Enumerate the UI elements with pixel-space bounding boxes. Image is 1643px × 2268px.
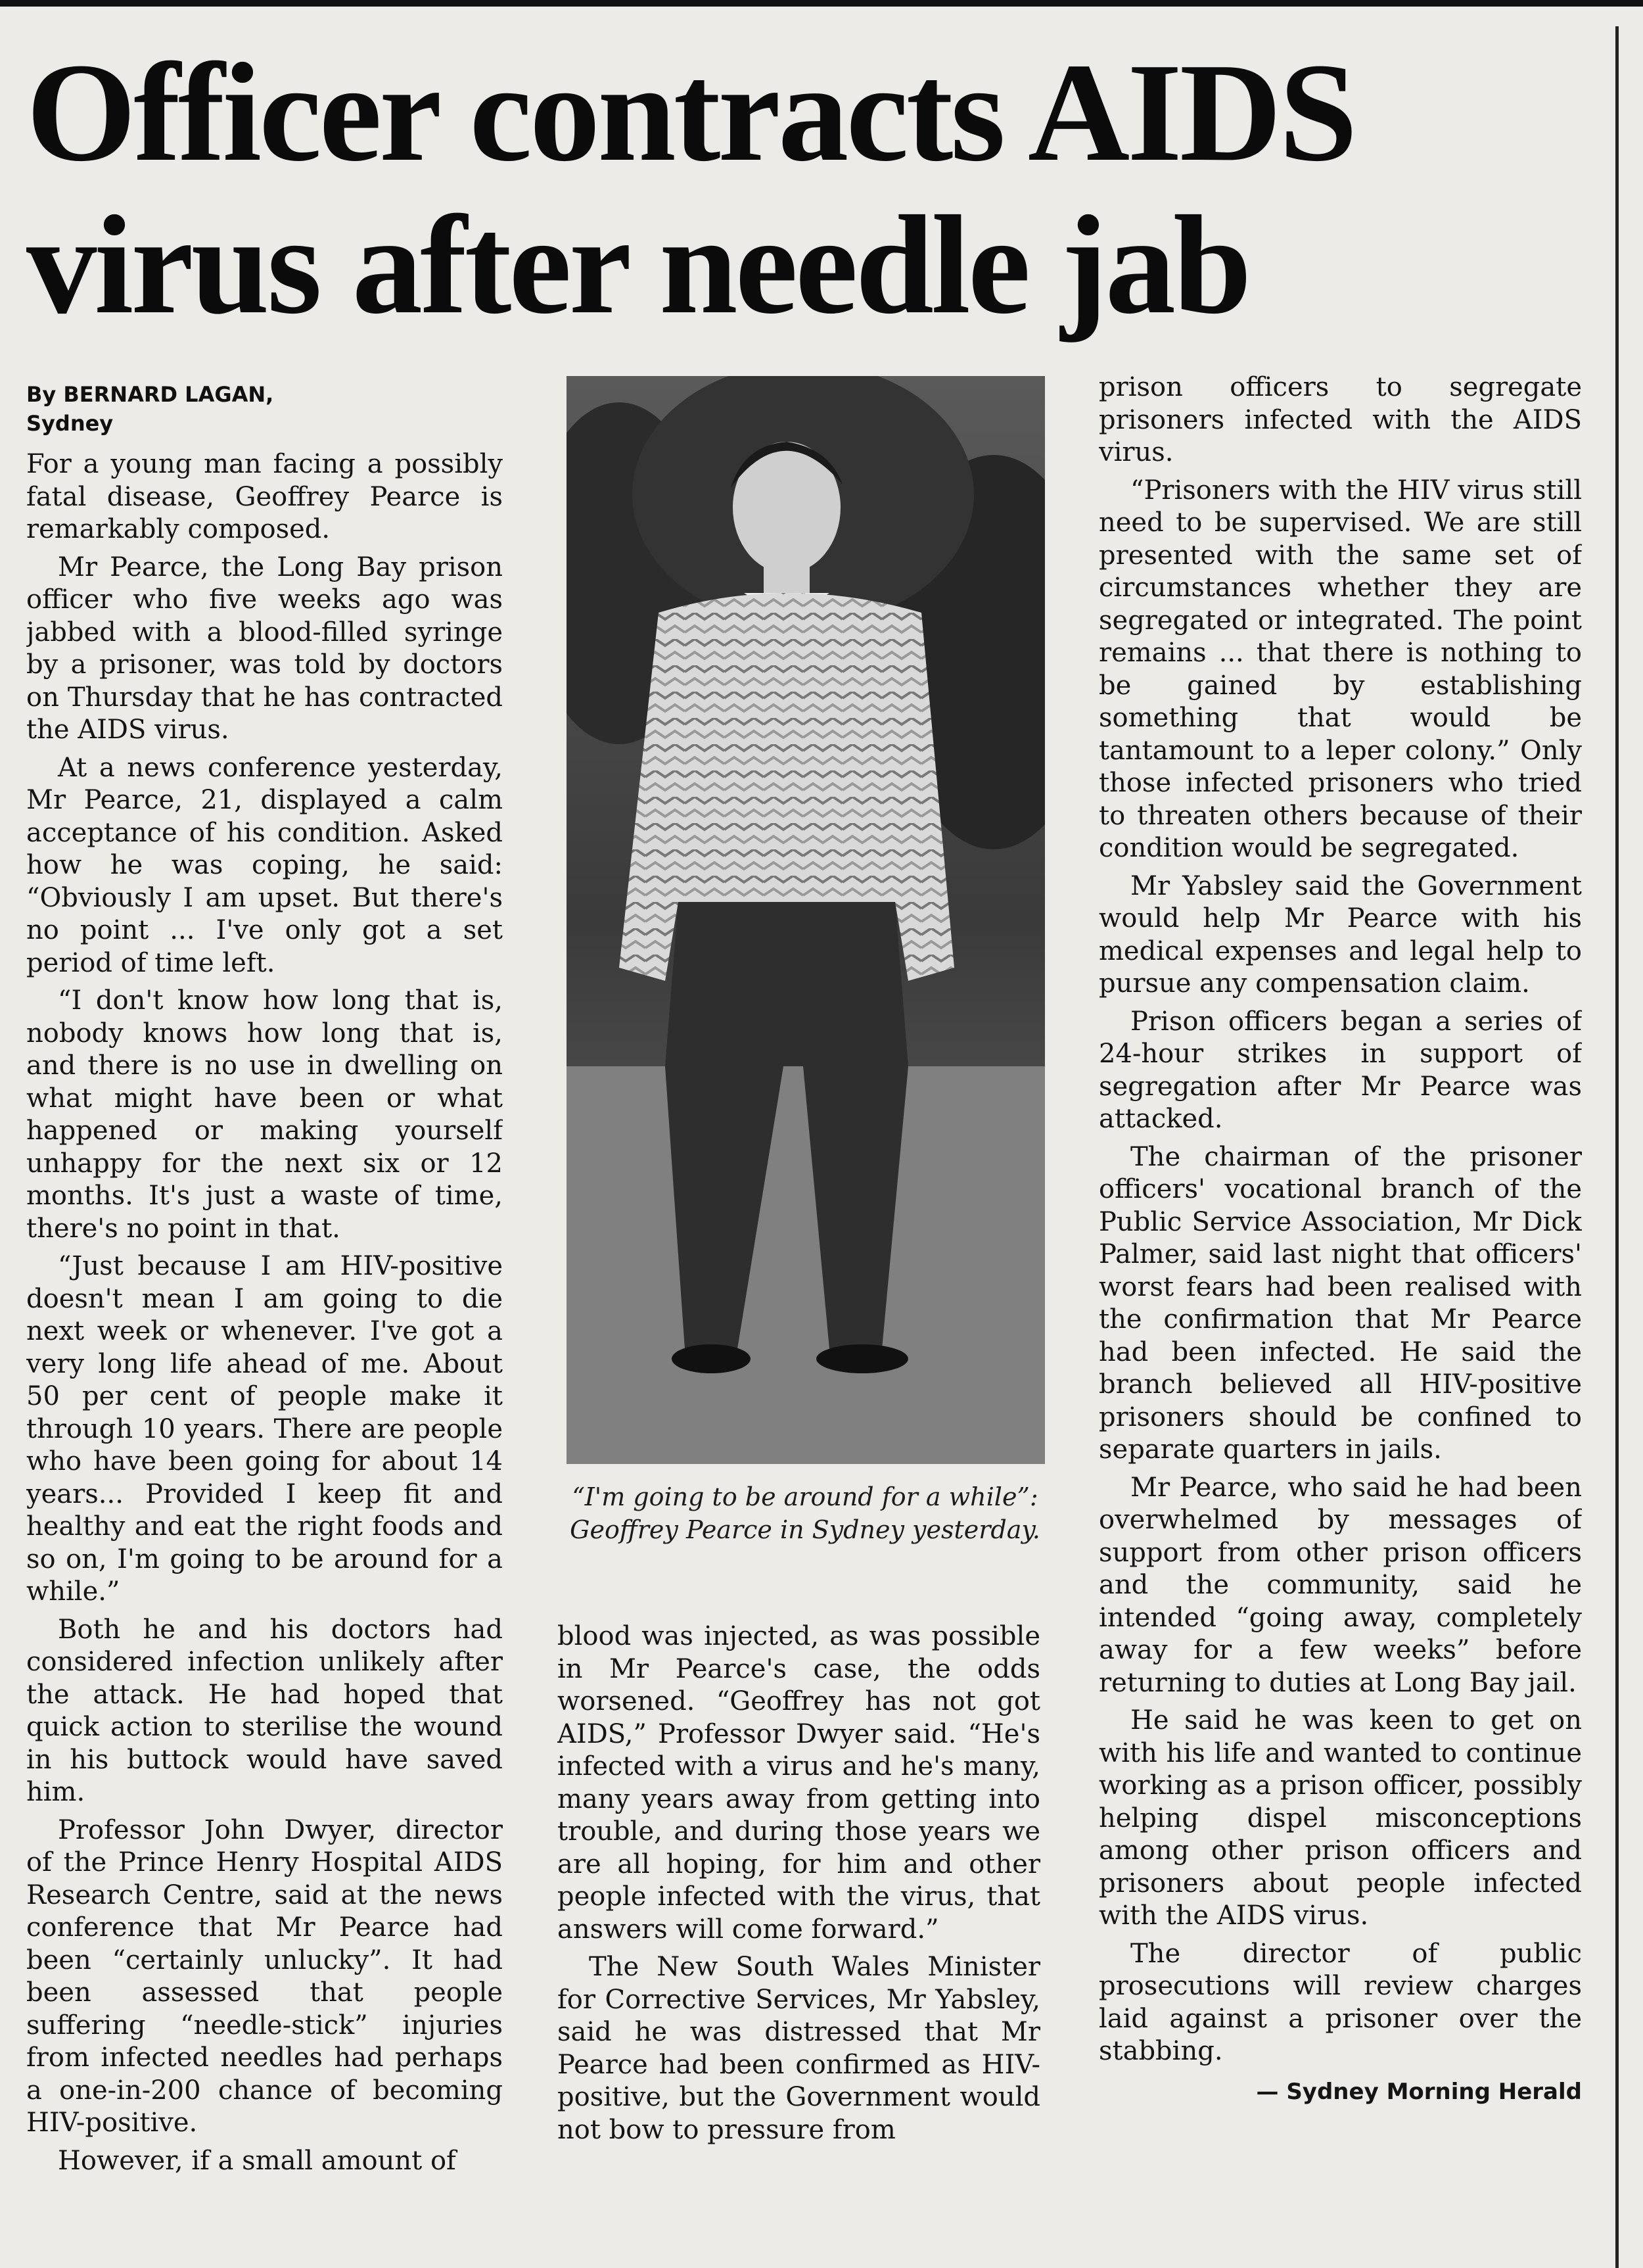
column-rule (1615, 26, 1619, 2268)
paragraph: The director of public prosecutions will review charges laid against a prisoner over the stabbing. (1099, 1938, 1582, 2066)
byline-location: Sydney (26, 411, 114, 436)
news-photo (567, 376, 1045, 1464)
paragraph: Mr Yabsley said the Government would help Mr Pearce with his medical expenses and legal help to pursue any compensation claim. (1099, 870, 1582, 999)
paragraph: Both he and his doctors had considered infection unlikely after the attack. He had hoped that quick action to sterilise the wound in his buttock would have saved him. (26, 1614, 503, 1807)
paragraph: At a news conference yesterday, Mr Pearce, 21, displayed a calm acceptance of his condition. Asked how he was coping, he said: “Obviously I am upset. But there's no point ... I've only got a set period of time left. (26, 752, 503, 978)
paragraph: The New South Wales Minister for Corrective Services, Mr Yabsley, said he was distressed that Mr Pearce had been confirmed as HIV-positive, but the Government would not bow to pressure from (557, 1952, 1040, 2145)
paragraph: He said he was keen to get on with his life and wanted to continue working as a prison officer, possibly helping dispel misconceptions among other prison officers and prisoners about people infected with the AIDS virus. (1099, 1705, 1582, 1931)
paragraph: Professor John Dwyer, director of the Prince Henry Hospital AIDS Research Centre, said at the news conference that Mr Pearce had been “certainly unlucky”. It had been assessed that people suffering “needle-stick” injuries from infected needles had perhaps a one-in-200 chance of becoming HIV-positive. (26, 1814, 503, 2138)
headline (26, 36, 1604, 341)
byline-author: By BERNARD LAGAN, (26, 382, 274, 407)
headline-line-1: Officer contracts AIDS (26, 34, 1355, 191)
paragraph: However, if a small amount of (58, 2145, 456, 2176)
paragraph: blood was injected, as was possible in Mr Pearce's case, the odds worsened. “Geoffrey has not got AIDS,” Professor Dwyer said. “He's infected with a virus and he's many, many years away from getting into trouble, and during those years we are all hoping, for him and other people infected with the virus, that answers will come forward.” (557, 1621, 1040, 1945)
paragraph: “Prisoners with the HIV virus still need to be supervised. We are still presented with the same set of circumstances whether they are segregated or integrated. The point remains ... that there is nothing to be gained by establishing something that would be tantamount to a leper colony.” Only those infected prisoners who tried to threaten others because of their condition would be segregated. (1099, 475, 1582, 863)
article-column-1 (26, 375, 503, 2209)
article-column-2 (557, 1620, 1040, 2212)
paragraph: “Just because I am HIV-positive doesn't mean I am going to die next week or whenever. I've got a very long life ahead of me. About 50 per cent of people make it through 10 years. There are people who have been going for about 14 years... Provided I keep fit and healthy and eat the right foods and so on, I'm going to be around for a while.” (26, 1251, 503, 1607)
paragraph: For a young man facing a possibly fatal disease, Geoffrey Pearce is remarkably composed. (26, 449, 503, 544)
paragraph: Mr Pearce, who said he had been overwhelmed by messages of support from other prison officers and the community, said he intended “going away, completely away for a few weeks” before returning to duties at Long Bay jail. (1099, 1472, 1582, 1698)
source-credit: — Sydney Morning Herald (1256, 2078, 1582, 2105)
article-column-3 (1099, 371, 1582, 2212)
paragraph: “I don't know how long that is, nobody knows how long that is, and there is no use in dwelling on what might have been or what happened or making yourself unhappy for the next six or 12 months. It's just a waste of time, there's no point in that. (26, 985, 503, 1244)
paragraph: Prison officers began a series of 24-hour strikes in support of segregation after Mr Pearce was attacked. (1099, 1006, 1582, 1134)
photo-caption: “I'm going to be around for a while”: Geoffrey Pearce in Sydney yesterday. (570, 1482, 1040, 1544)
byline (26, 380, 503, 438)
man-standing-photo-icon (567, 376, 1045, 1464)
top-rule (0, 0, 1643, 7)
paragraph: Mr Pearce, the Long Bay prison officer who five weeks ago was jabbed with a blood-filled syringe by a prisoner, was told by doctors on Thursday that he has contracted the AIDS virus. (26, 552, 503, 745)
headline-line-2: virus after needle jab (26, 186, 1249, 343)
paragraph: The chairman of the prisoner officers' vocational branch of the Public Service Association, Mr Dick Palmer, said last night that officers' worst fears had been realised with the confirmation that Mr Pearce had been infected. He said the branch believed all HIV-positive prisoners should be confined to separate quarters in jails. (1099, 1141, 1582, 1465)
paragraph: prison officers to segregate prisoners infected with the AIDS virus. (1099, 372, 1582, 467)
